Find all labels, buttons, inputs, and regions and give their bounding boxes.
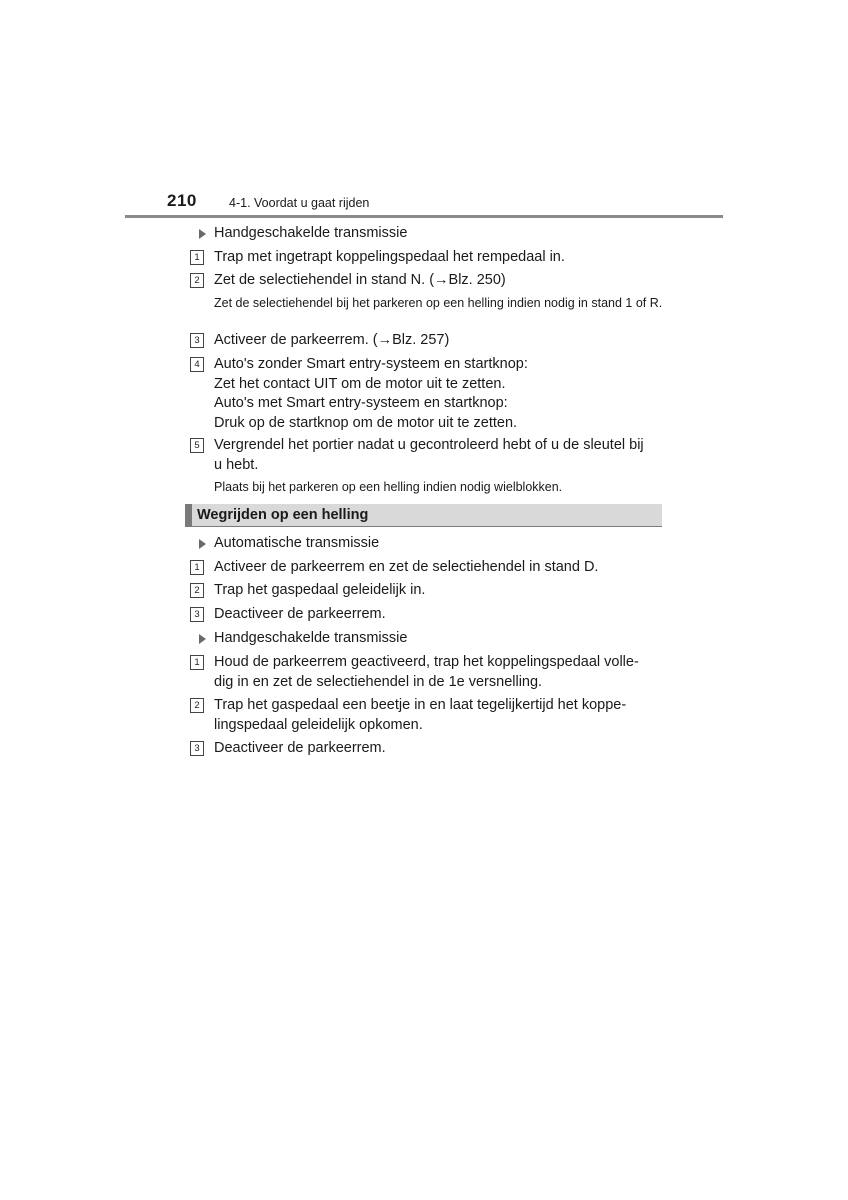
triangle-bullet-icon (199, 539, 206, 549)
step-note: Zet de selectiehendel bij het parkeren op een helling indien nodig in stand 1 of R. (214, 296, 663, 310)
triangle-bullet-icon (199, 229, 206, 239)
step-number: 4 (190, 357, 204, 372)
step-number: 2 (190, 273, 204, 288)
step-number: 1 (190, 655, 204, 670)
page-header (125, 190, 723, 218)
step-number: 2 (190, 583, 204, 598)
step-note: Plaats bij het parkeren op een helling indien nodig wielblokken. (214, 480, 563, 494)
step-number: 3 (190, 607, 204, 622)
section-rule (185, 526, 662, 527)
step-number: 1 (190, 250, 204, 265)
header-rule (125, 215, 723, 218)
triangle-bullet-icon (199, 634, 206, 644)
step-number: 2 (190, 698, 204, 713)
step-number: 3 (190, 333, 204, 348)
step-number: 3 (190, 741, 204, 756)
step-number: 1 (190, 560, 204, 575)
section-reference: 4-1. Voordat u gaat rijden (229, 196, 370, 210)
page-number: 210 (167, 191, 197, 210)
step-number: 5 (190, 438, 204, 453)
section-heading-band (185, 504, 662, 527)
section-title: Wegrijden op een helling (197, 507, 369, 523)
section-marker (185, 504, 192, 527)
